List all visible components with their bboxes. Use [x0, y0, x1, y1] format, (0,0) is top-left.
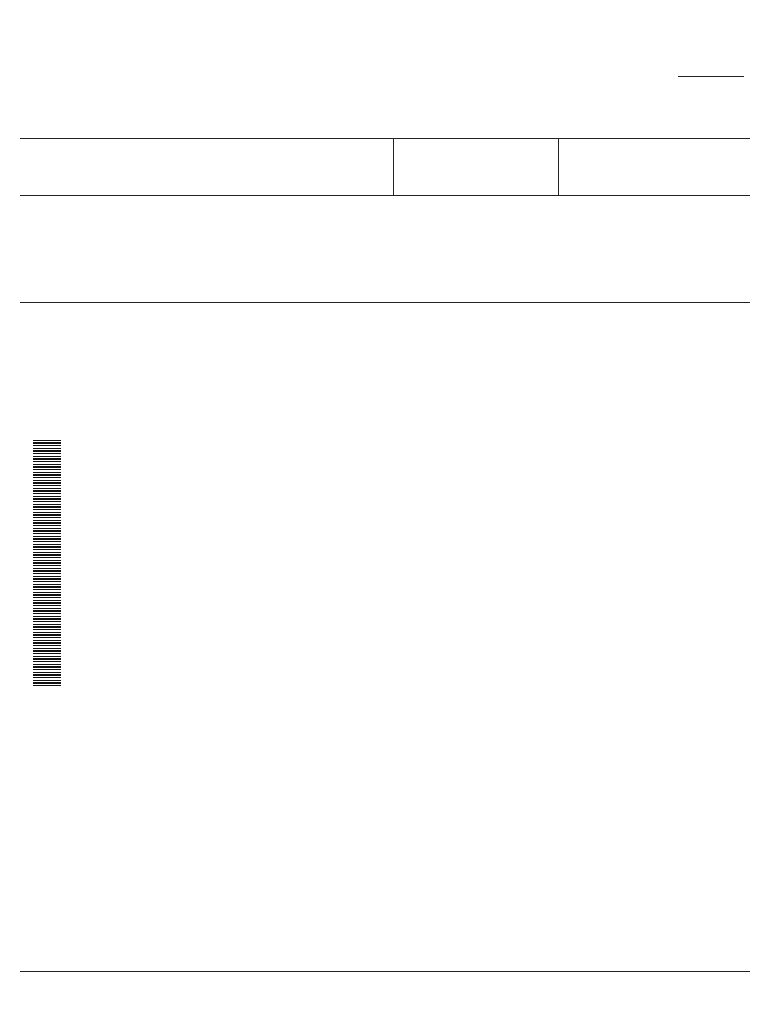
barcode [33, 440, 61, 688]
schedule-grid [20, 196, 750, 972]
tax-year-field[interactable] [678, 76, 744, 77]
grid-header-separator [20, 302, 750, 303]
corporation-info-box [20, 138, 750, 196]
info-divider [393, 138, 394, 196]
info-divider [558, 138, 559, 196]
